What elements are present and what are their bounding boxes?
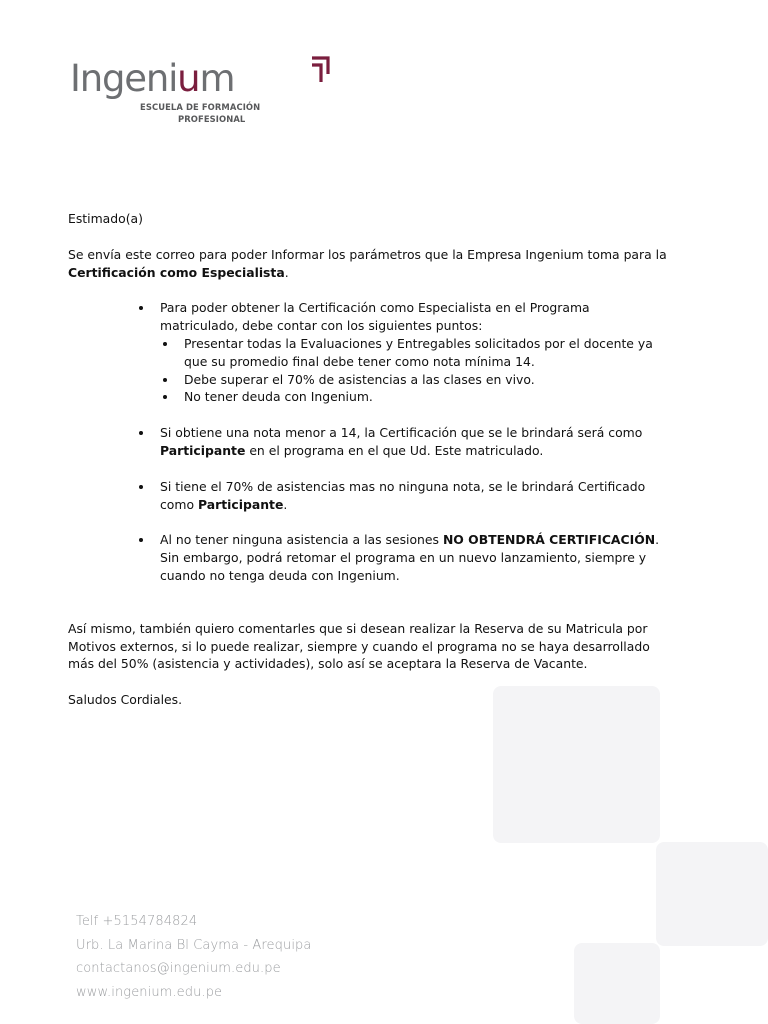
ingenium-logo [70,58,270,128]
bullet-icon [163,395,167,399]
bullet-icon [139,431,143,435]
list-item-text: Si obtiene una nota menor a 14, la Certificación que se le brindará será como [160,425,643,441]
intro-text: Se envía este correo para poder Informar los parámetros que la Empresa Ingenium toma para la [68,246,667,262]
bullet-icon [139,538,143,542]
list-item-bold-text: Participante [197,496,284,512]
sub-list-item-text: Debe superar el 70% de asistencias a las clases en vivo. [184,371,535,387]
requirements-list [68,299,668,584]
decorative-square [493,686,660,843]
intro-text: . [284,264,289,280]
closing-paragraph: Así mismo, también quiero comentarles que si desean realizar la Reserva de su Matricula por Motivos externos, si lo puede realizar, siempre y cuando el programa no se haya desarrollado más del 50% (asistencia y actividades), solo así se aceptara la Reserva de Vacante. [68,620,650,672]
list-item-text: Si tiene el 70% de asistencias mas no ninguna nota, se le brindará Certificado como [160,478,646,512]
list-item-text: en el programa en el que Ud. Este matriculado. [245,442,544,458]
footer-address: Urb. La Marina Bl Cayma - Arequipa [76,937,312,953]
footer-website: www.ingenium.edu.pe [76,984,223,1000]
list-item-text: Al no tener ninguna asistencia a las sesiones [160,532,443,548]
logo-subtitle: PROFESIONAL [178,114,246,124]
decorative-square [574,943,660,1024]
logo-corner-icon [310,56,330,84]
sub-list-item-text: No tener deuda con Ingenium. [184,389,373,405]
list-item-text: Para poder obtener la Certificación como Especialista en el Programa matriculado, debe contar con los siguientes puntos: [160,300,590,334]
sub-list-item [184,388,668,406]
sub-list [160,335,668,406]
signoff: Saludos Cordiales. [68,692,183,708]
decorative-square [656,842,768,946]
sub-list-item-text: Presentar todas la Evaluaciones y Entregables solicitados por el docente ya que su promedio final debe tener como nota mínima 14. [184,335,653,369]
footer-email: contactanos@ingenium.edu.pe [76,961,281,976]
logo-text-part: Inge [70,57,146,100]
intro-paragraph [68,246,668,282]
list-item-text: . [283,496,288,512]
logo-wordmark [70,57,235,100]
intro-bold-text: Certificación como Especialista [68,264,285,280]
logo-text-part: i [168,57,178,100]
footer-phone: Telf +5154784824 [76,914,198,929]
bullet-icon [163,378,167,382]
sub-list-item [184,371,668,389]
list-item-text: . Sin embargo, podrá retomar el programa en un nuevo lanzamiento, siempre y cuando no tenga deuda con Ingenium. [160,532,660,583]
list-item [160,531,668,584]
logo-text-part: n [145,57,169,100]
list-item-bold-text: Participante [160,442,246,458]
logo-text-accent: u [177,57,200,100]
list-item [160,424,668,460]
bullet-icon [163,342,167,346]
greeting: Estimado(a) [68,211,143,226]
letter-body [68,210,668,709]
list-item-bold-text: NO OBTENDRÁ CERTIFICACIÓN [442,532,656,548]
bullet-icon [139,485,143,489]
sub-list-item [184,335,668,371]
logo-text-part: m [199,57,235,100]
list-item [160,478,668,514]
logo-subtitle: ESCUELA DE FORMACIÓN [140,102,261,112]
list-item [160,299,668,406]
bullet-icon [139,306,143,310]
footer-contact [76,910,311,1004]
